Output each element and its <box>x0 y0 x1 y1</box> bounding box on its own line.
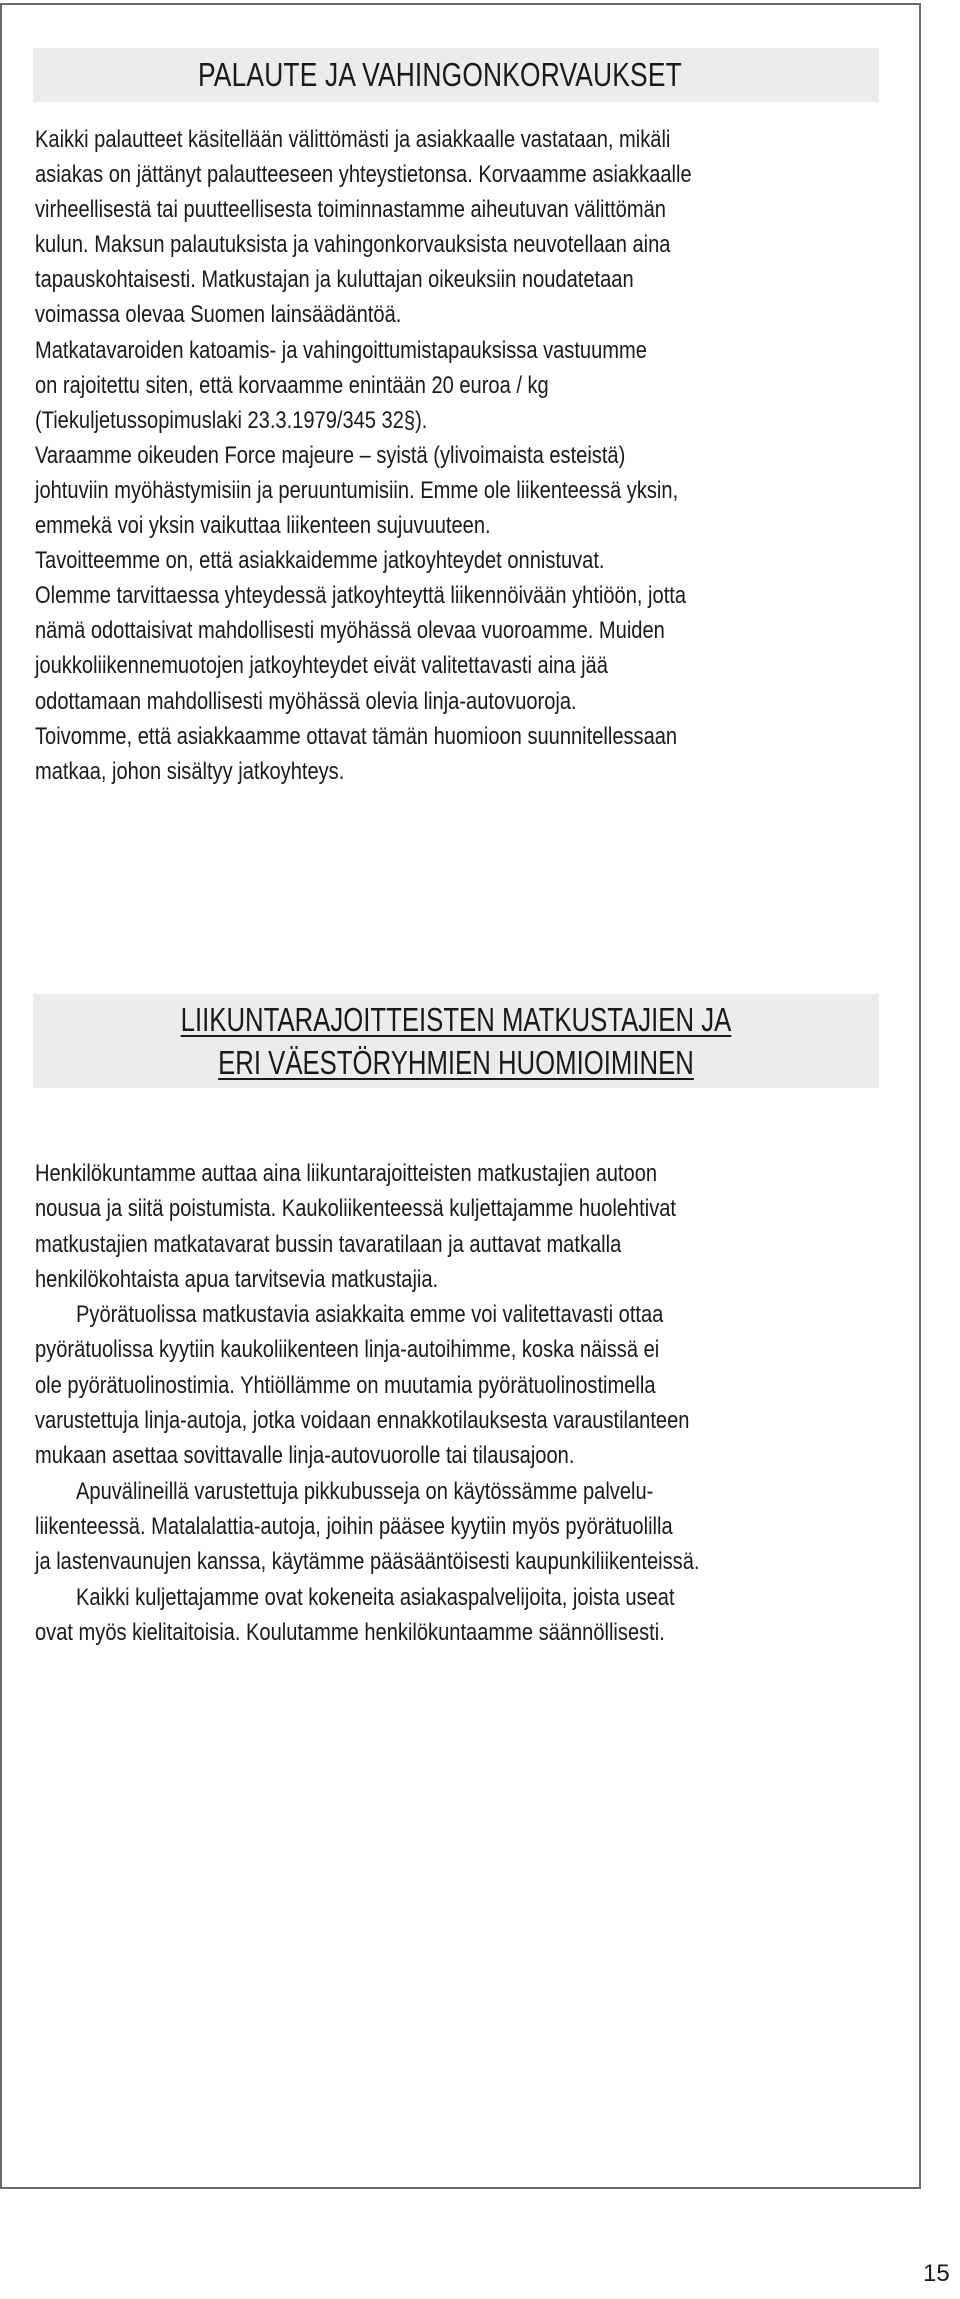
section-title: PALAUTE JA VAHINGONKORVAUKSET <box>198 56 682 93</box>
text-line: matkaa, johon sisältyy jatkoyhteys. <box>35 757 345 785</box>
text-line: Toivomme, että asiakkaamme ottavat tämän huomioon suunnitellessaan <box>35 722 678 750</box>
text-line: ole pyörätuolinostimia. Yhtiöllämme on muutamia pyörätuolinostimella <box>35 1371 656 1399</box>
text-line: johtuviin myöhästymisiin ja peruuntumisiin. Emme ole liikenteessä yksin, <box>35 476 679 504</box>
text-line: nämä odottaisivat mahdollisesti myöhässä olevaa vuoroamme. Muiden <box>35 617 665 645</box>
section-header-feedback <box>33 48 879 102</box>
text-line: ovat myös kielitaitoisia. Koulutamme henkilökuntaamme säännöllisesti. <box>35 1618 665 1646</box>
text-line: on rajoitettu siten, että korvaamme enintään 20 euroa / kg <box>35 371 549 399</box>
text-line: Varaamme oikeuden Force majeure – syistä (ylivoimaista esteistä) <box>35 441 626 469</box>
section-body-feedback <box>35 122 915 789</box>
section-body-accessibility <box>35 1156 915 1650</box>
text-line: emmekä voi yksin vaikuttaa liikenteen sujuvuuteen. <box>35 512 491 540</box>
text-line: tapauskohtaisesti. Matkustajan ja kuluttajan oikeuksiin noudatetaan <box>35 266 634 294</box>
text-line: varustettuja linja-autoja, jotka voidaan ennakkotilauksesta varaustilanteen <box>35 1407 690 1435</box>
text-line: Olemme tarvittaessa yhteydessä jatkoyhteyttä liikennöivään yhtiöön, jotta <box>35 582 687 610</box>
text-line: Henkilökuntamme auttaa aina liikuntarajoitteisten matkustajien autoon <box>35 1160 658 1187</box>
text-line: ja lastenvaunujen kanssa, käytämme pääsääntöisesti kaupunkiliikenteissä. <box>35 1548 700 1576</box>
text-line: odottamaan mahdollisesti myöhässä olevia linja-autovuoroja. <box>35 687 577 715</box>
text-line: nousua ja siitä poistumista. Kaukoliikenteessä kuljettajamme huolehtivat <box>35 1195 676 1223</box>
section-title-line-2: ERI VÄESTÖRYHMIEN HUOMIOIMINEN <box>218 1044 694 1081</box>
text-line: Matkatavaroiden katoamis- ja vahingoittumistapauksissa vastuumme <box>35 336 647 364</box>
text-line: asiakas on jättänyt palautteeseen yhteystietonsa. Korvaamme asiakkaalle <box>35 161 692 189</box>
text-line: Pyörätuolissa matkustavia asiakkaita emme voi valitettavasti ottaa <box>76 1301 664 1329</box>
text-line: voimassa olevaa Suomen lainsäädäntöä. <box>35 301 402 329</box>
text-line: joukkoliikennemuotojen jatkoyhteydet eivät valitettavasti aina jää <box>35 652 608 680</box>
text-line: Apuvälineillä varustettuja pikkubusseja on käytössämme palvelu- <box>76 1477 654 1505</box>
text-line: Kaikki palautteet käsitellään välittömästi ja asiakkaalle vastataan, mikäli <box>35 126 671 153</box>
text-line: (Tiekuljetussopimuslaki 23.3.1979/345 32§). <box>35 406 428 434</box>
text-line: kulun. Maksun palautuksista ja vahingonkorvauksista neuvotellaan aina <box>35 231 671 259</box>
text-line: Kaikki kuljettajamme ovat kokeneita asiakaspalvelijoita, joista useat <box>76 1583 675 1611</box>
text-line: virheellisestä tai puutteellisesta toiminnastamme aiheutuvan välittömän <box>35 196 666 224</box>
page-number: 15 <box>923 2260 950 2287</box>
text-line: henkilökohtaista apua tarvitsevia matkustajia. <box>35 1265 439 1293</box>
section-header-accessibility <box>33 994 879 1088</box>
text-line: pyörätuolissa kyytiin kaukoliikenteen linja-autoihimme, koska näissä ei <box>35 1336 660 1364</box>
text-line: matkustajien matkatavarat bussin tavaratilaan ja auttavat matkalla <box>35 1230 622 1258</box>
text-line: Tavoitteemme on, että asiakkaidemme jatkoyhteydet onnistuvat. <box>35 547 605 575</box>
text-line: liikenteessä. Matalalattia-autoja, joihin pääsee kyytiin myös pyörätuolilla <box>35 1512 673 1540</box>
section-title-line-1: LIIKUNTARAJOITTEISTEN MATKUSTAJIEN JA <box>180 1001 732 1038</box>
text-line: mukaan asettaa sovittavalle linja-autovuorolle tai tilausajoon. <box>35 1442 575 1470</box>
